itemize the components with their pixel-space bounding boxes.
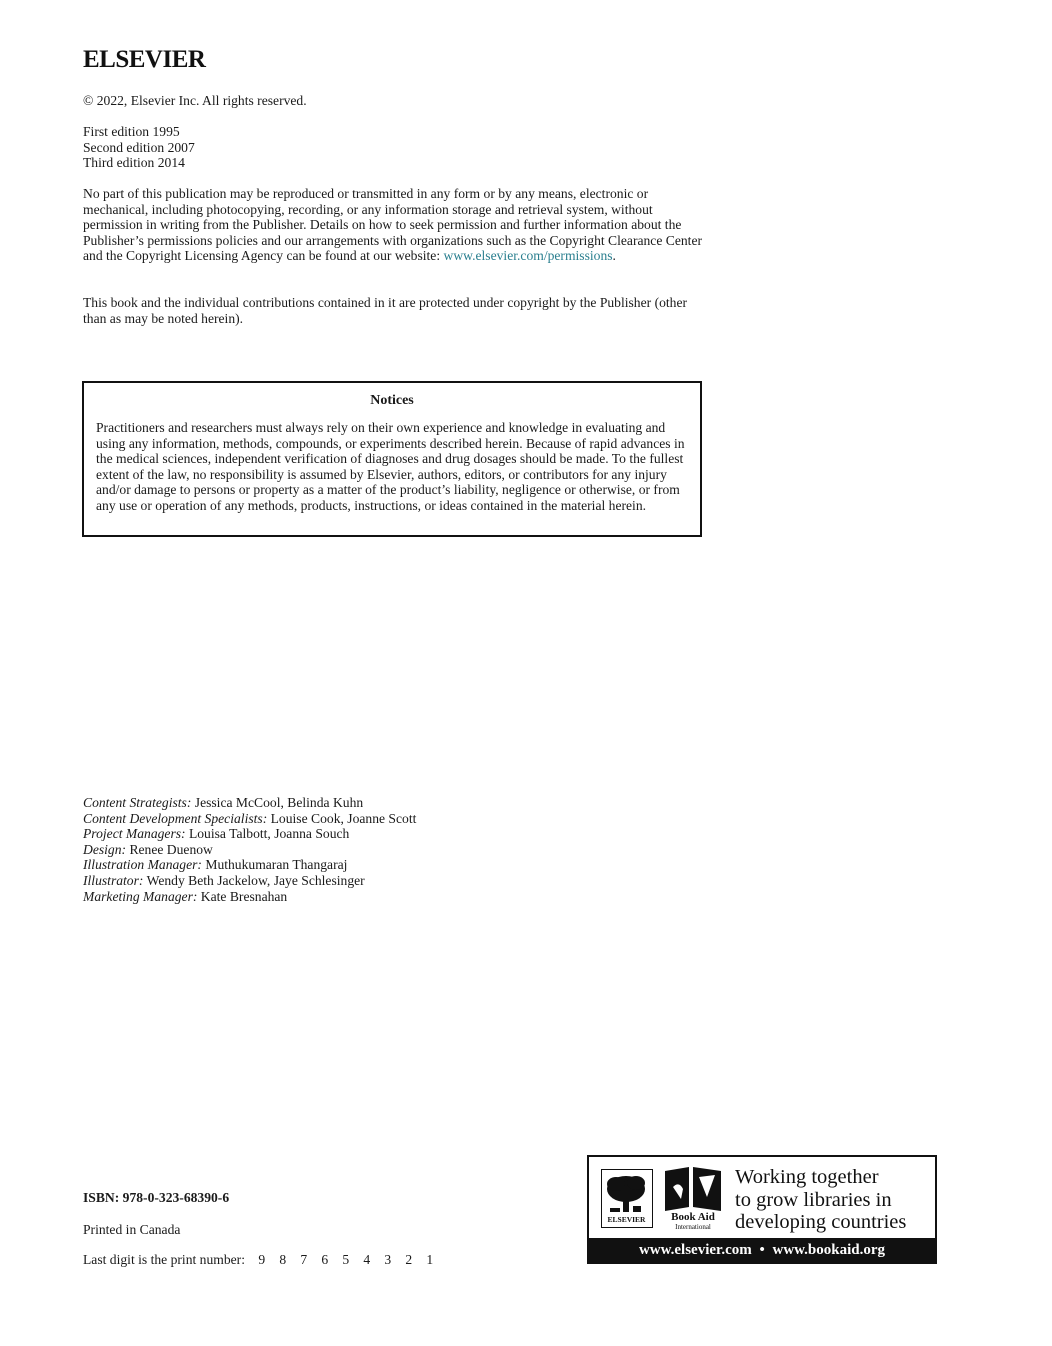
credit-row bbox=[83, 842, 416, 858]
permissions-paragraph bbox=[83, 186, 703, 264]
print-digit: 9 bbox=[258, 1252, 266, 1267]
credit-role: Project Managers: bbox=[83, 826, 186, 842]
credit-names: Jessica McCool, Belinda Kuhn bbox=[191, 795, 364, 810]
credit-names: Louise Cook, Joanne Scott bbox=[267, 810, 417, 826]
print-digit: 8 bbox=[279, 1252, 287, 1267]
book-aid-banner bbox=[587, 1155, 937, 1264]
credit-row bbox=[83, 873, 416, 889]
isbn: ISBN: 978-0-323-68390-6 bbox=[83, 1190, 230, 1205]
permissions-text: No part of this publication may be reproduced or transmitted in any form or by any means, electronic or mechanical, including photocopying, recording, or any information storage and retrieval system, without permission in writing from the Publisher. Details on how to seek permission and further information about the Publisher’s permissions policies and our arrangements with organizations such as the Copyright Clearance Center and the Copyright Licensing Agency can be found at our website: bbox=[83, 186, 703, 263]
notices-box bbox=[82, 381, 702, 537]
edition-first: First edition 1995 bbox=[83, 124, 180, 139]
credit-role: Content Development Specialists: bbox=[83, 810, 268, 826]
book-aid-logo-text: Book Aid bbox=[671, 1211, 715, 1223]
print-digit: 1 bbox=[426, 1252, 434, 1267]
credit-row bbox=[83, 826, 416, 842]
edition-second: Second edition 2007 bbox=[83, 139, 195, 155]
elsevier-logo-text: ELSEVIER bbox=[607, 1215, 646, 1224]
book-aid-footer bbox=[589, 1238, 935, 1262]
credit-row bbox=[83, 889, 416, 905]
print-digits bbox=[258, 1252, 447, 1267]
credit-row bbox=[83, 811, 416, 827]
permissions-link[interactable]: www.elsevier.com/permissions bbox=[443, 248, 613, 263]
copyright-protection-paragraph: This book and the individual contributions contained in it are protected under copyright by the Publisher (other than as may be noted herein). bbox=[83, 295, 688, 326]
book-aid-international-text: International bbox=[675, 1223, 711, 1231]
credit-role: Illustrator: bbox=[83, 872, 144, 888]
credit-role: Illustration Manager: bbox=[83, 857, 202, 873]
bookaid-url[interactable]: www.bookaid.org bbox=[772, 1242, 886, 1258]
credit-role: Content Strategists: bbox=[83, 795, 192, 810]
print-digit: 4 bbox=[363, 1252, 371, 1267]
printed-in: Printed in Canada bbox=[83, 1222, 181, 1237]
slogan-line: to grow libraries in bbox=[735, 1188, 892, 1211]
print-digit: 2 bbox=[405, 1252, 413, 1267]
credit-names: Kate Bresnahan bbox=[197, 888, 288, 904]
edition-third: Third edition 2014 bbox=[83, 155, 185, 170]
slogan-line: Working together bbox=[735, 1166, 879, 1188]
credit-names: Renee Duenow bbox=[126, 841, 213, 857]
credit-names: Muthukumaran Thangaraj bbox=[201, 857, 348, 873]
elsevier-tree-logo bbox=[601, 1169, 653, 1228]
notices-title: Notices bbox=[370, 393, 414, 408]
publisher-wordmark: ELSEVIER bbox=[83, 46, 206, 73]
credit-row bbox=[83, 795, 416, 811]
tree-icon bbox=[602, 1170, 651, 1226]
url-separator: • bbox=[759, 1242, 765, 1258]
credit-row bbox=[83, 857, 416, 873]
print-digit: 7 bbox=[300, 1252, 308, 1267]
notices-body: Practitioners and researchers must always rely on their own experience and knowledge in evaluating and using any information, methods, compounds, or experiments described herein. Because of rapid advances in the medical sciences, independent verification of diagnoses and drug dosages should be made. To the fullest extent of the law, no responsibility is assumed by Elsevier, authors, editors, or contributors for any injury and/or damage to persons or property as a matter of the product’s liability, negligence or otherwise, or from any use or operation of any methods, products, instructions, or ideas contained in the material herein. bbox=[96, 420, 685, 513]
permissions-period: . bbox=[612, 248, 616, 263]
credit-names: Wendy Beth Jackelow, Jaye Schlesinger bbox=[143, 872, 365, 888]
edition-history bbox=[83, 124, 195, 171]
print-digit: 5 bbox=[342, 1252, 350, 1267]
book-aid-icon bbox=[663, 1167, 723, 1231]
print-digit: 3 bbox=[384, 1252, 392, 1267]
print-number-label: Last digit is the print number: bbox=[83, 1252, 245, 1267]
credit-names: Louisa Talbott, Joanna Souch bbox=[185, 826, 350, 842]
print-digit: 6 bbox=[321, 1252, 329, 1267]
print-number-line bbox=[83, 1252, 447, 1268]
copyright-line: © 2022, Elsevier Inc. All rights reserved. bbox=[83, 93, 307, 108]
elsevier-url[interactable]: www.elsevier.com bbox=[638, 1242, 752, 1258]
slogan-line: developing countries bbox=[735, 1211, 907, 1233]
book-aid-logo bbox=[663, 1167, 723, 1231]
credit-role: Design: bbox=[83, 841, 127, 857]
credit-role: Marketing Manager: bbox=[83, 888, 198, 904]
book-aid-slogan bbox=[735, 1166, 906, 1234]
production-credits bbox=[83, 795, 416, 904]
